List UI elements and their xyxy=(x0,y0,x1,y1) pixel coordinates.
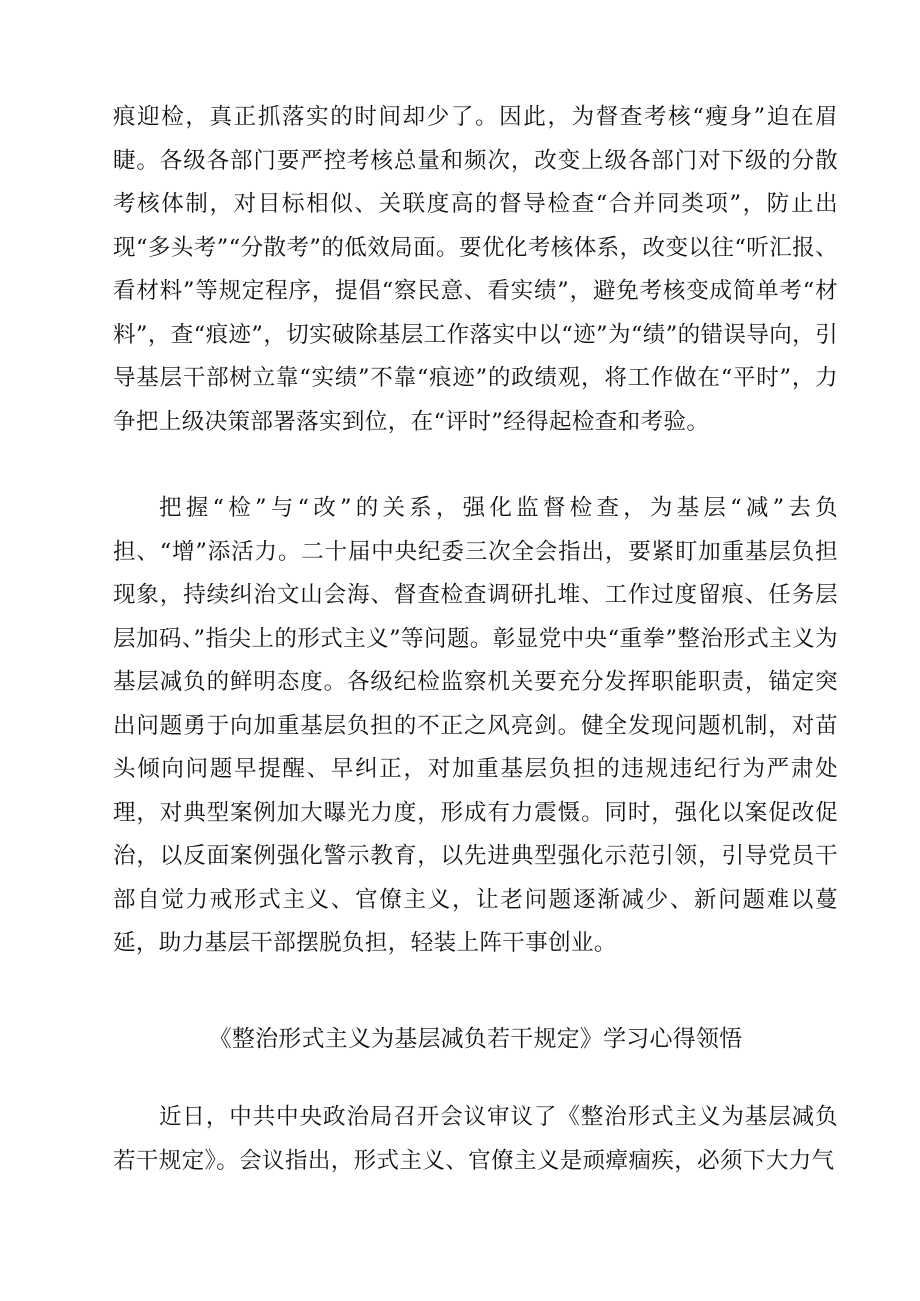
body-paragraph-continued: 痕迎检，真正抓落实的时间却少了。因此，为督查考核“瘦身”迫在眉睫。各级各部门要严控考核总量和频次，改变上级各部门对下级的分散考核体制，对目标相似、关联度高的督导检查“合并同类项”，防止出现“多头考”“分散考”的低效局面。要优化考核体系，改变以往“听汇报、看材料”等规定程序，提倡“察民意、看实绩”，避免考核变成简单考“材料”，查“痕迹”，切实破除基层工作落实中以“迹”为“绩”的错误导向，引导基层干部树立靠“实绩”不靠“痕迹”的政绩观，将工作做在“平时”，力争把上级决策部署落实到位，在“评时”经得起检查和考验。 xyxy=(113,104,838,435)
section-body-paragraph: 近日，中共中央政治局召开会议审议了《整治形式主义为基层减负若干规定》。会议指出，形式主义、官僚主义是顽瘴痼疾，必须下大力气 xyxy=(113,1104,838,1174)
section-title: 《整治形式主义为基层减负若干规定》学习心得领悟 xyxy=(208,1026,743,1052)
body-paragraph: 把握“检”与“改”的关系，强化监督检查，为基层“减”去负担、“增”添活力。二十届中央纪委三次全会指出，要紧盯加重基层负担现象，持续纠治文山会海、督查检查调研扎堆、工作过度留痕、任务层层加码、”指尖上的形式主义”等问题。彰显党中央“重拳”整治形式主义为基层减负的鲜明态度。各级纪检监察机关要充分发挥职能职责，锚定突出问题勇于向加重基层负担的不正之风亮剑。健全发现问题机制，对苗头倾向问题早提醒、早纠正，对加重基层负担的违规违纪行为严肃处理，对典型案例加大曝光力度，形成有力震慑。同时，强化以案促改促治，以反面案例强化警示教育，以先进典型强化示范引领，引导党员干部自觉力戒形式主义、官僚主义，让老问题逐渐减少、新问题难以蔓延，助力基层干部摆脱负担，轻装上阵干事创业。 xyxy=(113,495,838,956)
